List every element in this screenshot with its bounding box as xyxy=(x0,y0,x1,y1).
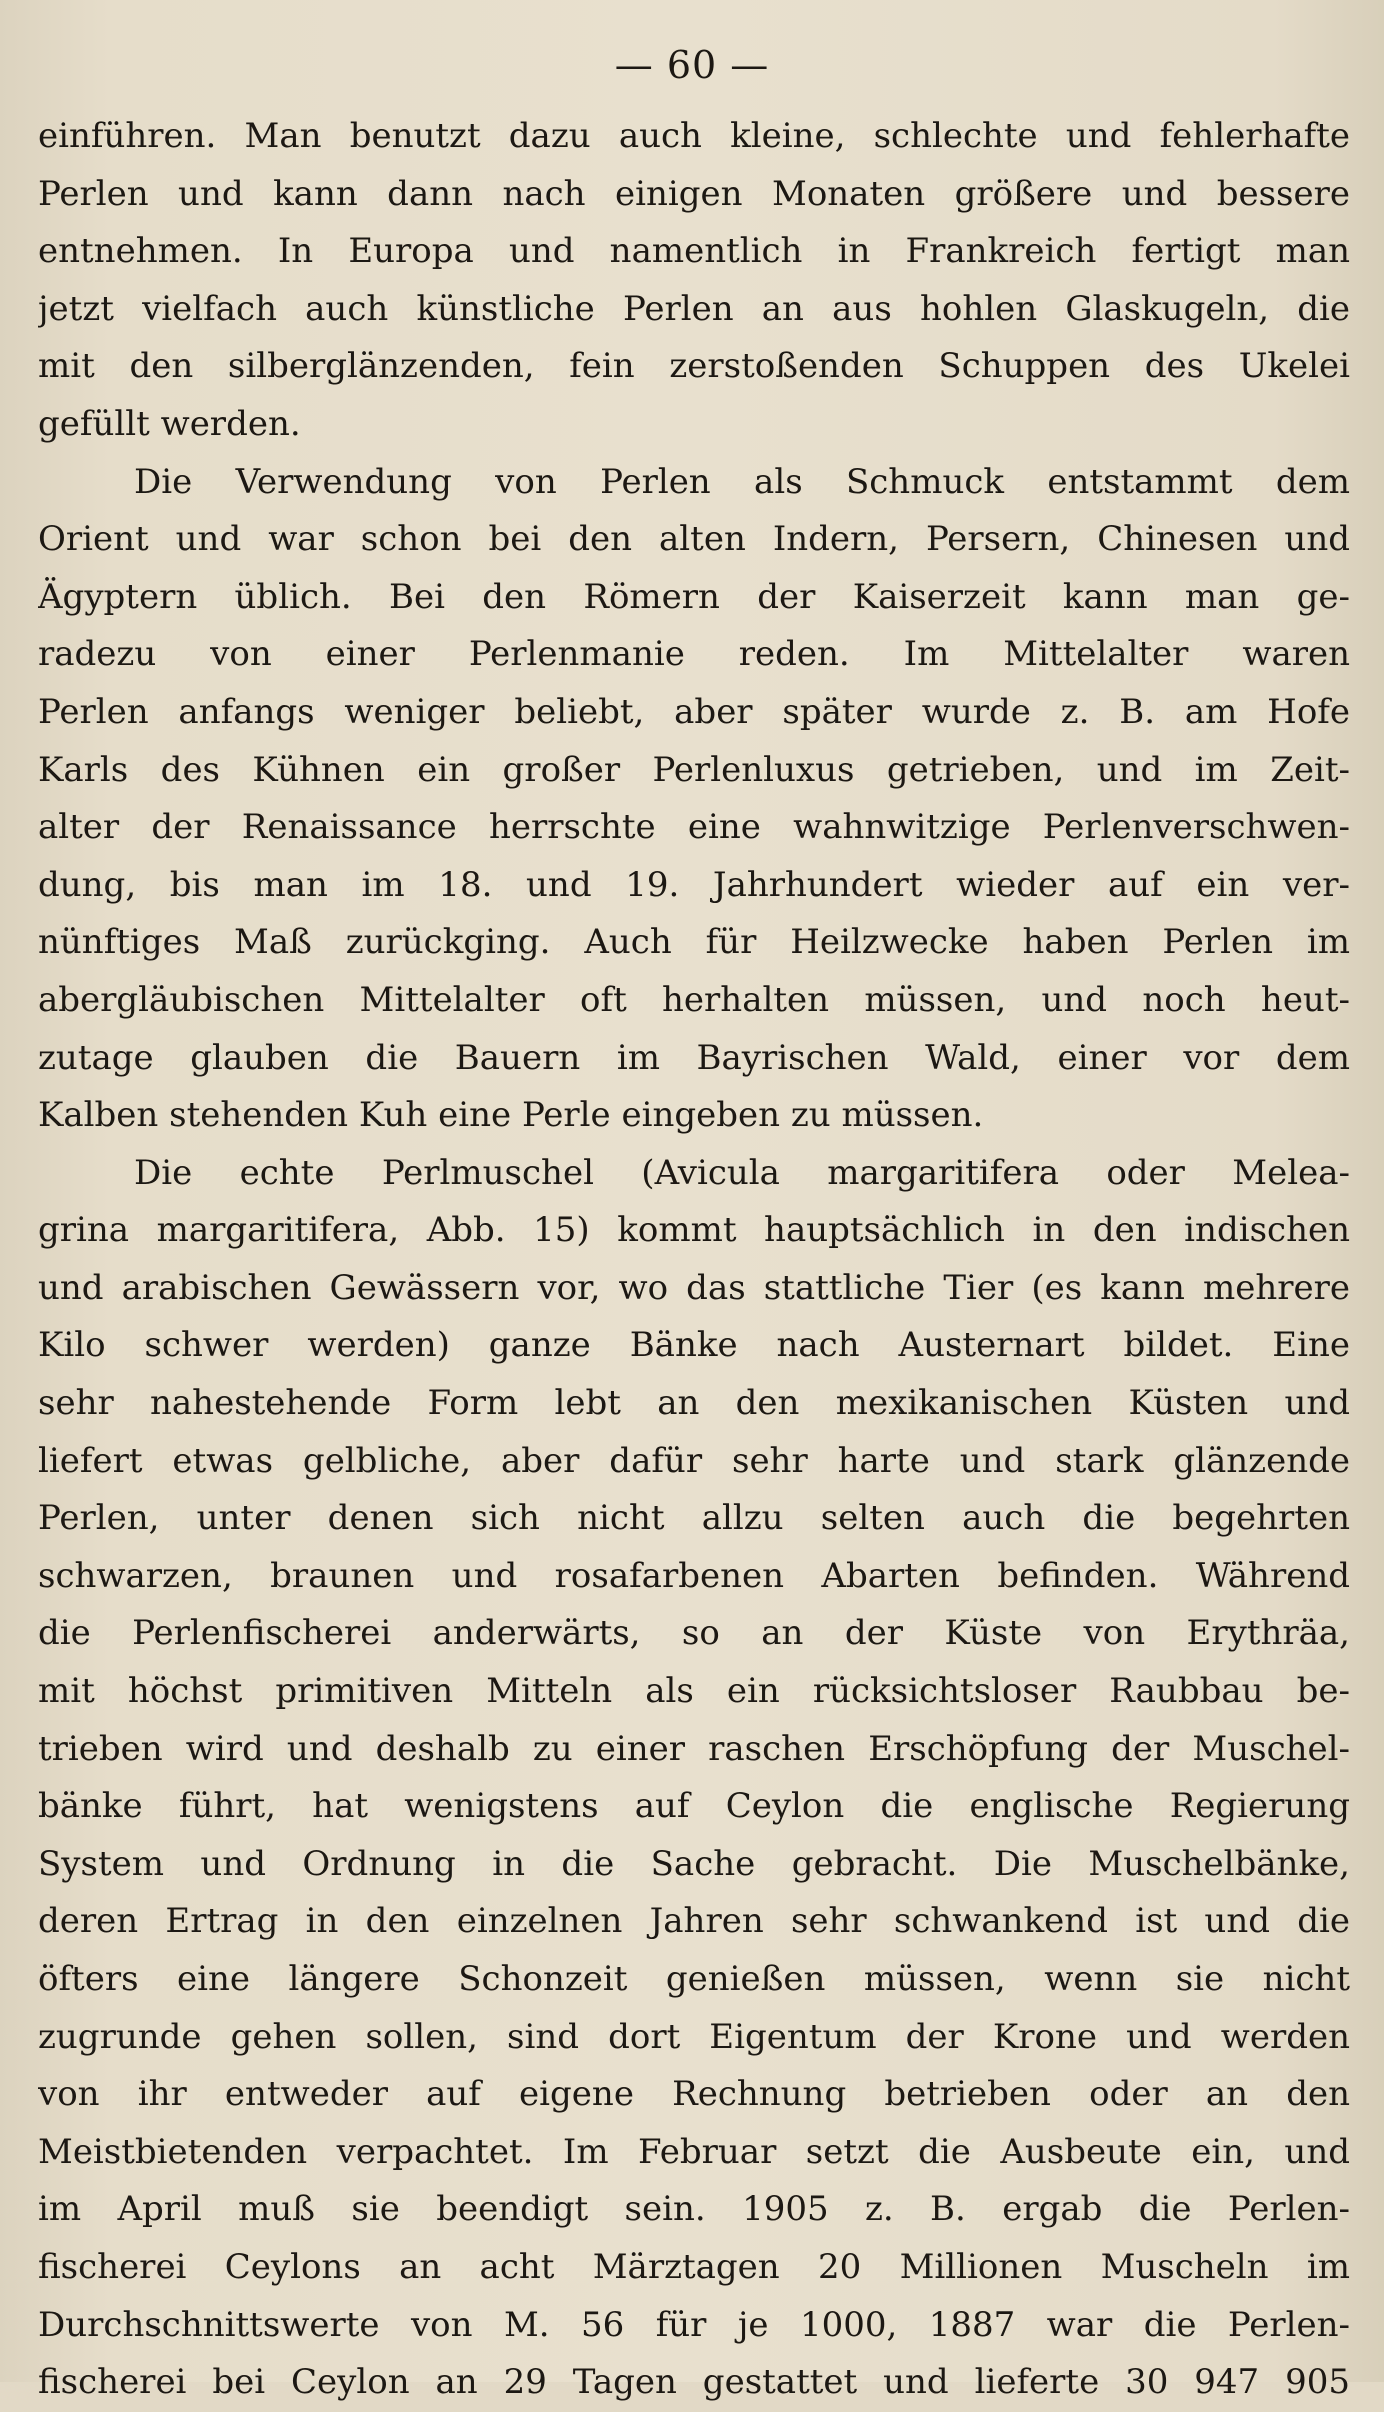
text-line: die Perlenfischerei anderwärts, so an der Küste von Erythräa, xyxy=(38,1613,1350,1654)
text-line: jetzt vielfach auch künstliche Perlen an aus hohlen Glaskugeln, die xyxy=(38,288,1350,329)
text-line: Perlen und kann dann nach einigen Monaten größere und bessere xyxy=(38,173,1350,214)
text-line: Ägyptern üblich. Bei den Römern der Kaiserzeit kann man ge- xyxy=(38,576,1350,617)
text-line: deren Ertrag in den einzelnen Jahren sehr schwankend ist und die xyxy=(38,1901,1350,1942)
text-line: und arabischen Gewässern vor, wo das stattliche Tier (es kann mehrere xyxy=(38,1267,1350,1308)
text-line: Orient und war schon bei den alten Indern, Persern, Chinesen und xyxy=(38,519,1350,560)
text-line: System und Ordnung in die Sache gebracht. Die Muschelbänke, xyxy=(38,1843,1350,1884)
text-line: sehr nahestehende Form lebt an den mexikanischen Küsten und xyxy=(38,1383,1350,1424)
page-number: — 60 — xyxy=(614,43,770,87)
text-line: öfters eine längere Schonzeit genießen müssen, wenn sie nicht xyxy=(38,1959,1350,1999)
text-line: Perlen, unter denen sich nicht allzu selten auch die begehrten xyxy=(38,1498,1350,1539)
text-line: Durchschnittswerte von M. 56 für je 1000, 1887 war die Perlen- xyxy=(38,2304,1350,2345)
text-line: nünftiges Maß zurückging. Auch für Heilzwecke haben Perlen im xyxy=(38,922,1350,963)
text-line: Kilo schwer werden) ganze Bänke nach Austernart bildet. Eine xyxy=(38,1325,1350,1366)
text-line: zugrunde gehen sollen, sind dort Eigentum der Krone und werden xyxy=(38,2016,1350,2057)
text-line: alter der Renaissance herrschte eine wahnwitzige Perlenverschwen- xyxy=(38,807,1350,848)
text-line: einführen. Man benutzt dazu auch kleine, schlechte und fehlerhafte xyxy=(38,116,1350,156)
text-line: fischerei Ceylons an acht Märztagen 20 Millionen Muscheln im xyxy=(38,2246,1350,2287)
text-line: grina margaritifera, Abb. 15) kommt hauptsächlich in den indischen xyxy=(38,1210,1350,1251)
text-line: schwarzen, braunen und rosafarbenen Abarten befinden. Während xyxy=(38,1555,1350,1596)
text-line: dung, bis man im 18. und 19. Jahrhundert wieder auf ein ver- xyxy=(38,864,1350,905)
paragraph-start-line: Die Verwendung von Perlen als Schmuck entstammt dem xyxy=(134,461,1350,502)
text-line: bänke führt, hat wenigstens auf Ceylon die englische Regierung xyxy=(38,1786,1350,1827)
text-line: mit den silberglänzenden, fein zerstoßenden Schuppen des Ukelei xyxy=(38,346,1350,387)
body-text xyxy=(38,108,1350,2412)
paragraph-end-line: gefüllt werden. xyxy=(38,403,301,444)
text-line: von ihr entweder auf eigene Rechnung betrieben oder an den xyxy=(38,2074,1350,2115)
text-line: Perlen anfangs weniger beliebt, aber später wurde z. B. am Hofe xyxy=(38,691,1350,732)
text-line: fischerei bei Ceylon an 29 Tagen gestattet und lieferte 30 947 905 xyxy=(38,2362,1350,2403)
text-line: abergläubischen Mittelalter oft herhalten müssen, und noch heut- xyxy=(38,979,1350,1020)
text-line: zutage glauben die Bauern im Bayrischen Wald, einer vor dem xyxy=(38,1037,1350,1078)
text-line: im April muß sie beendigt sein. 1905 z. B. ergab die Perlen- xyxy=(38,2189,1350,2230)
text-line: Karls des Kühnen ein großer Perlenluxus getrieben, und im Zeit- xyxy=(38,749,1350,790)
text-line: liefert etwas gelbliche, aber dafür sehr harte und stark glänzende xyxy=(38,1440,1350,1481)
text-line: trieben wird und deshalb zu einer raschen Erschöpfung der Muschel- xyxy=(38,1728,1350,1769)
text-line: radezu von einer Perlenmanie reden. Im Mittelalter waren xyxy=(38,634,1350,675)
paragraph-start-line: Die echte Perlmuschel (Avicula margaritifera oder Melea- xyxy=(134,1152,1350,1193)
paragraph-end-line: Kalben stehenden Kuh eine Perle eingeben zu müssen. xyxy=(38,1095,984,1136)
text-line: mit höchst primitiven Mitteln als ein rücksichtsloser Raubbau be- xyxy=(38,1671,1350,1712)
text-line: Meistbietenden verpachtet. Im Februar setzt die Ausbeute ein, und xyxy=(38,2131,1350,2172)
text-line: entnehmen. In Europa und namentlich in Frankreich fertigt man xyxy=(38,231,1350,272)
